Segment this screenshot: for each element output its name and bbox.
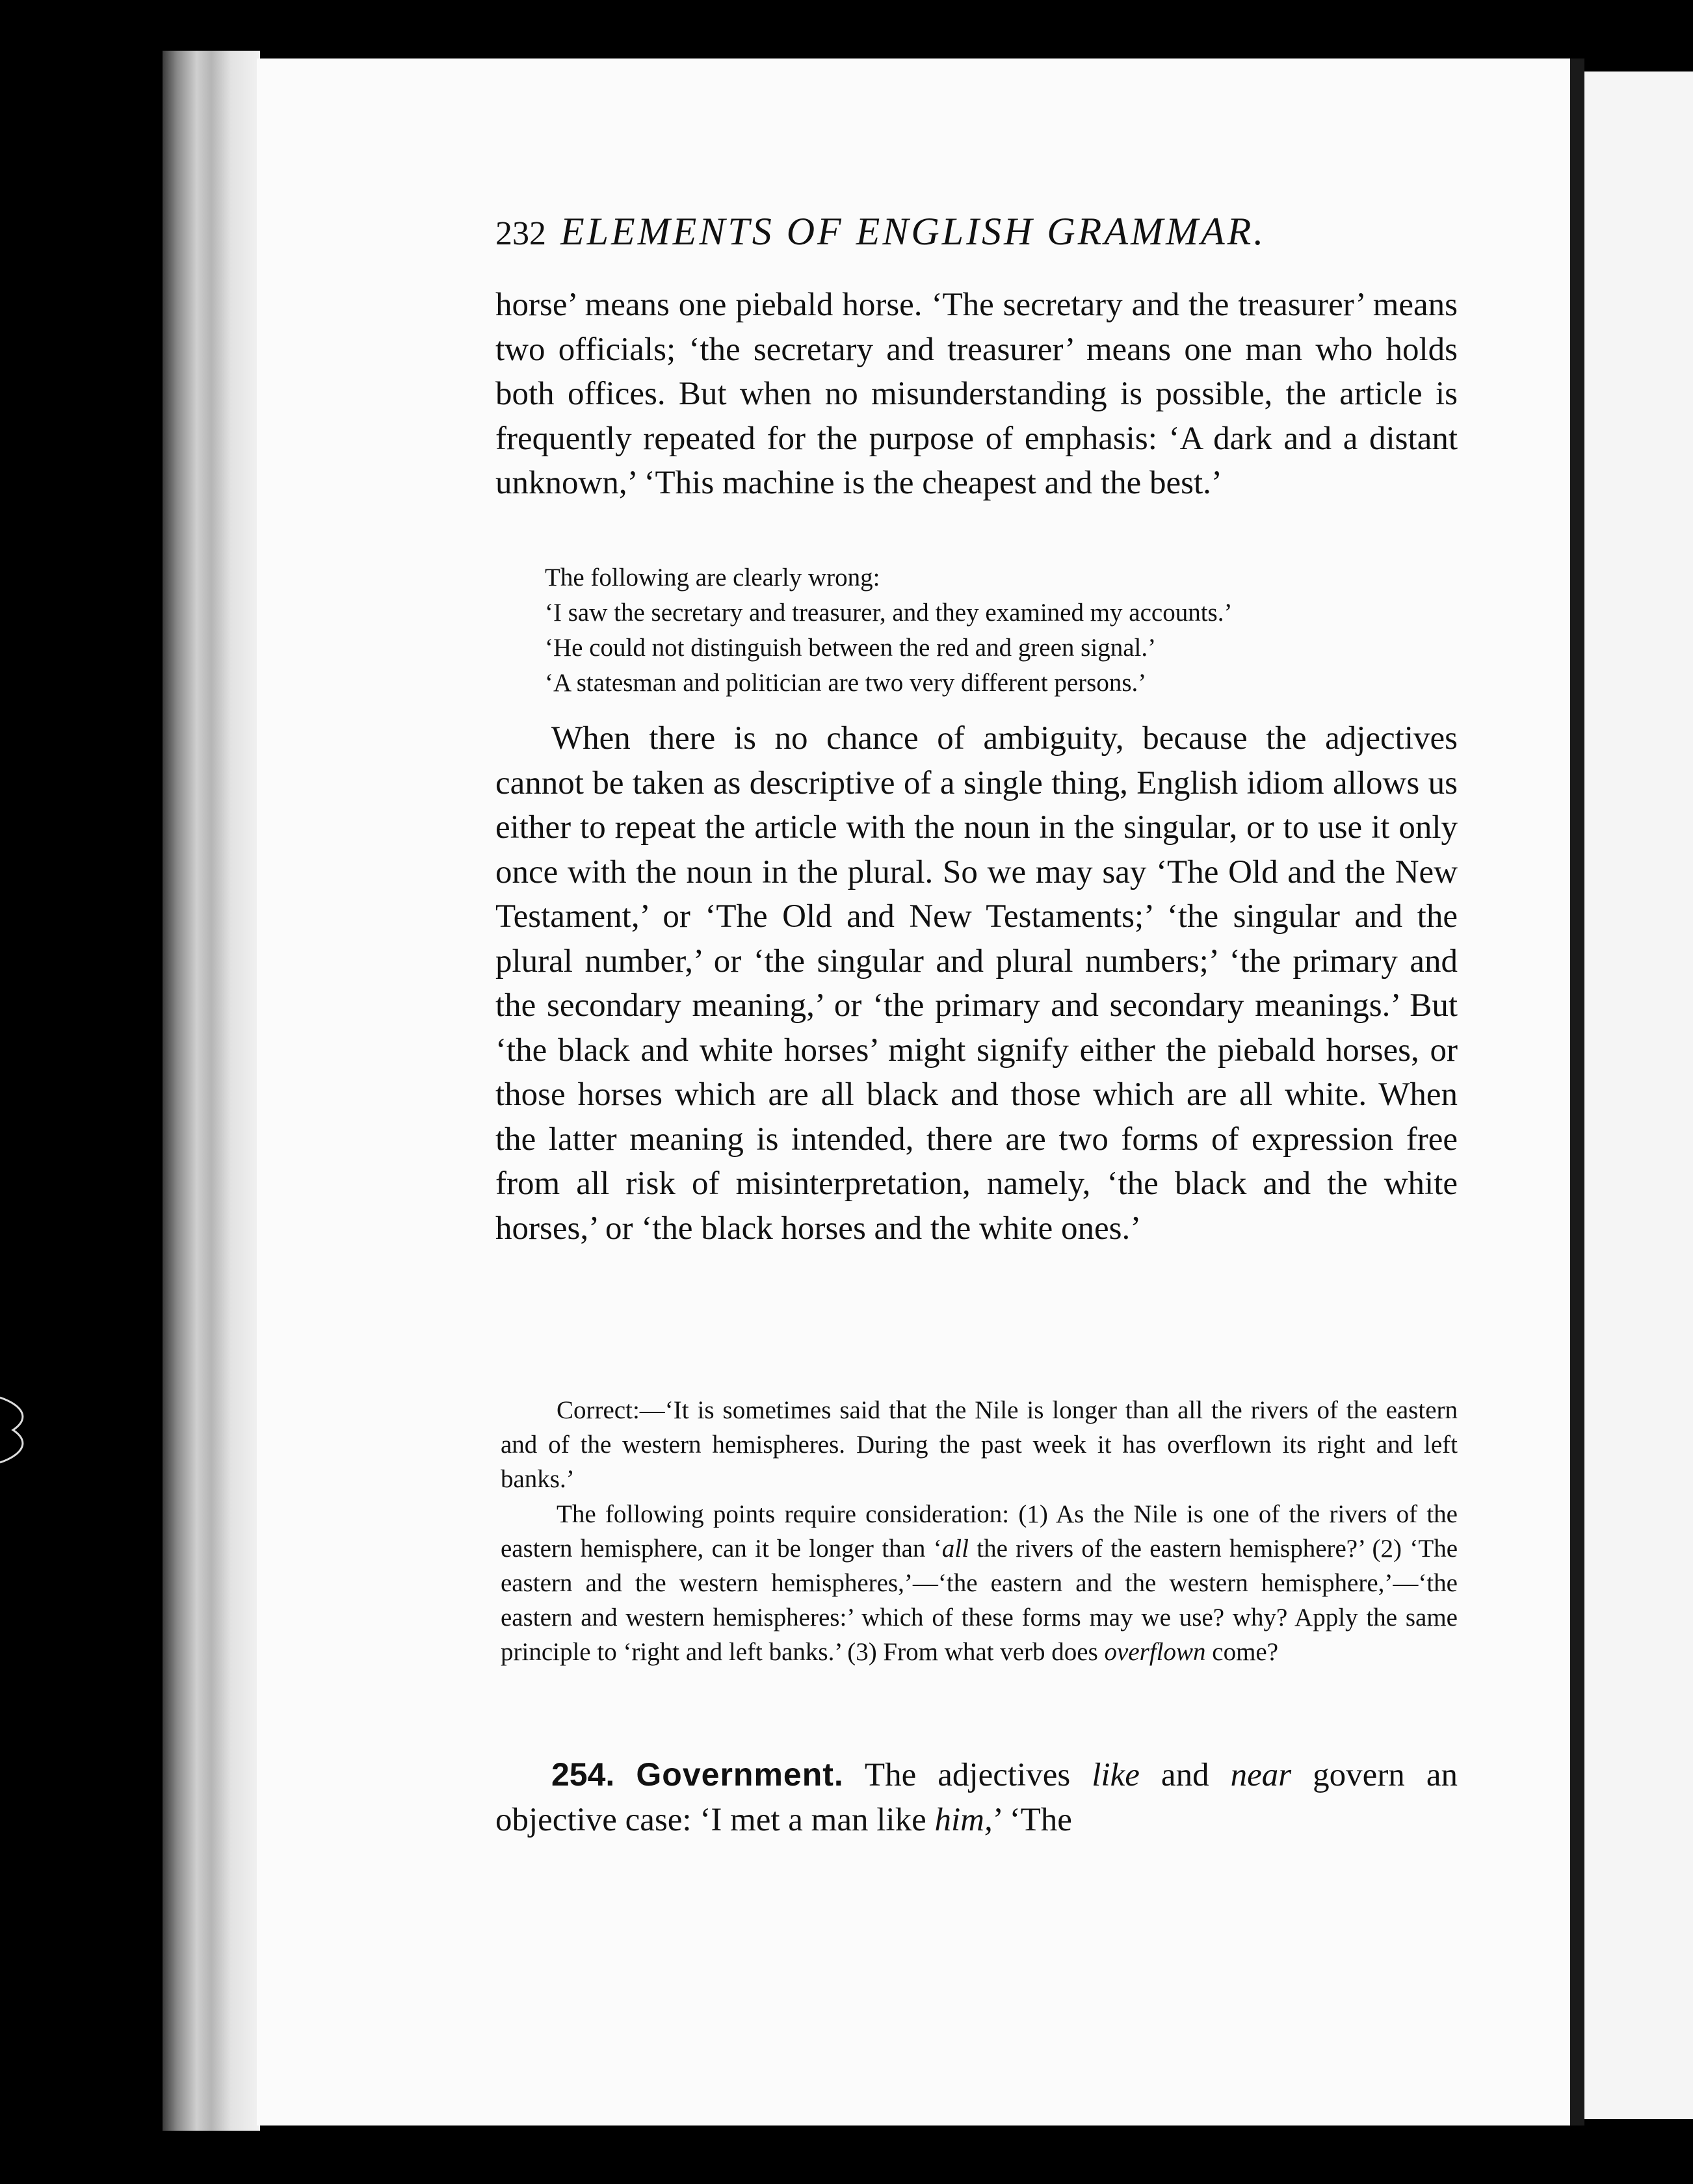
- section-text: The adjectives: [843, 1757, 1092, 1793]
- facing-page-edge: [1584, 72, 1693, 2119]
- wrong-examples-intro: The following are clearly wrong:: [545, 564, 880, 592]
- section-text: govern an objective case: ‘I met a man like: [495, 1757, 1458, 1838]
- section-text: and: [1139, 1757, 1231, 1793]
- section-him: him,: [934, 1801, 993, 1838]
- paper-curl-mark: [0, 1391, 39, 1469]
- section-254: [495, 1752, 1458, 1842]
- section-title: Government.: [636, 1756, 844, 1793]
- consideration-note: [501, 1497, 1458, 1669]
- paragraph-2: When there is no chance of ambiguity, because the adjectives cannot be taken as descriptive of a single thing, English idiom allows us either to repeat the article with the noun in the singular, or to use it only once with the noun in the plural. So we may say ‘The Old and the New Testament,’ or ‘The Old and New Testaments;’ ‘the singular and the plural number,’ or ‘the singular and plural numbers;’ ‘the primary and the secondary meaning,’ or ‘the primary and secondary meanings.’ But ‘the black and white horses’ might signify either the piebald horses, or those horses which are all black and those which are all white. When the latter meaning is intended, there are two forms of expression free from all risk of misinterpretation, namely, ‘the black and the white horses,’ or ‘the black horses and the white ones.’: [495, 720, 1458, 1247]
- wrong-example-line: ‘I saw the secretary and treasurer, and they examined my accounts.’: [545, 599, 1233, 627]
- consideration-all: all: [941, 1535, 969, 1563]
- consideration-text: The following points require consideration: (1) As the Nile is one of the rivers of the eastern hemisphere, can it be longer than ‘: [501, 1500, 1458, 1563]
- section-near: near: [1230, 1757, 1292, 1793]
- consideration-overflown: overflown: [1104, 1638, 1206, 1666]
- consideration-text: come?: [1205, 1638, 1279, 1666]
- section-like: like: [1092, 1757, 1140, 1793]
- wrong-example-line: ‘He could not distinguish between the red and green signal.’: [545, 634, 1157, 662]
- running-title: ELEMENTS OF ENGLISH GRAMMAR.: [560, 210, 1266, 253]
- correct-note: Correct:—‘It is sometimes said that the Nile is longer than all the rivers of the eastern and of the western hemispheres. During the past week it has overflown its right and left banks.’: [501, 1396, 1458, 1493]
- running-head: [495, 209, 1458, 261]
- page-edges: [163, 51, 260, 2131]
- consideration-text: the rivers of the eastern hemisphere?’ (2) ‘The eastern and the western hemispheres,’—‘the eastern and the western hemisphere,’—‘the eastern and western hemispheres:’ which of these forms may we use? why? Apply the same principle to ‘right and left banks.’ (3) From what verb does: [501, 1535, 1458, 1666]
- section-number: 254.: [551, 1756, 615, 1793]
- wrong-example-line: ‘A statesman and politician are two very different persons.’: [545, 669, 1147, 697]
- paragraph-1: horse’ means one piebald horse. ‘The secretary and the treasurer’ means two officials; ‘the secretary and treasurer’ means one man who holds both offices. But when no misunderstanding is possible, the article is frequently repeated for the purpose of emphasis: ‘A dark and a distant unknown,’ ‘This machine is the cheapest and the best.’: [495, 287, 1458, 501]
- wrong-examples: [545, 560, 1458, 701]
- section-text: ’ ‘The: [992, 1801, 1072, 1838]
- page-number: 232: [495, 215, 546, 252]
- book-gutter: [1570, 58, 1584, 2126]
